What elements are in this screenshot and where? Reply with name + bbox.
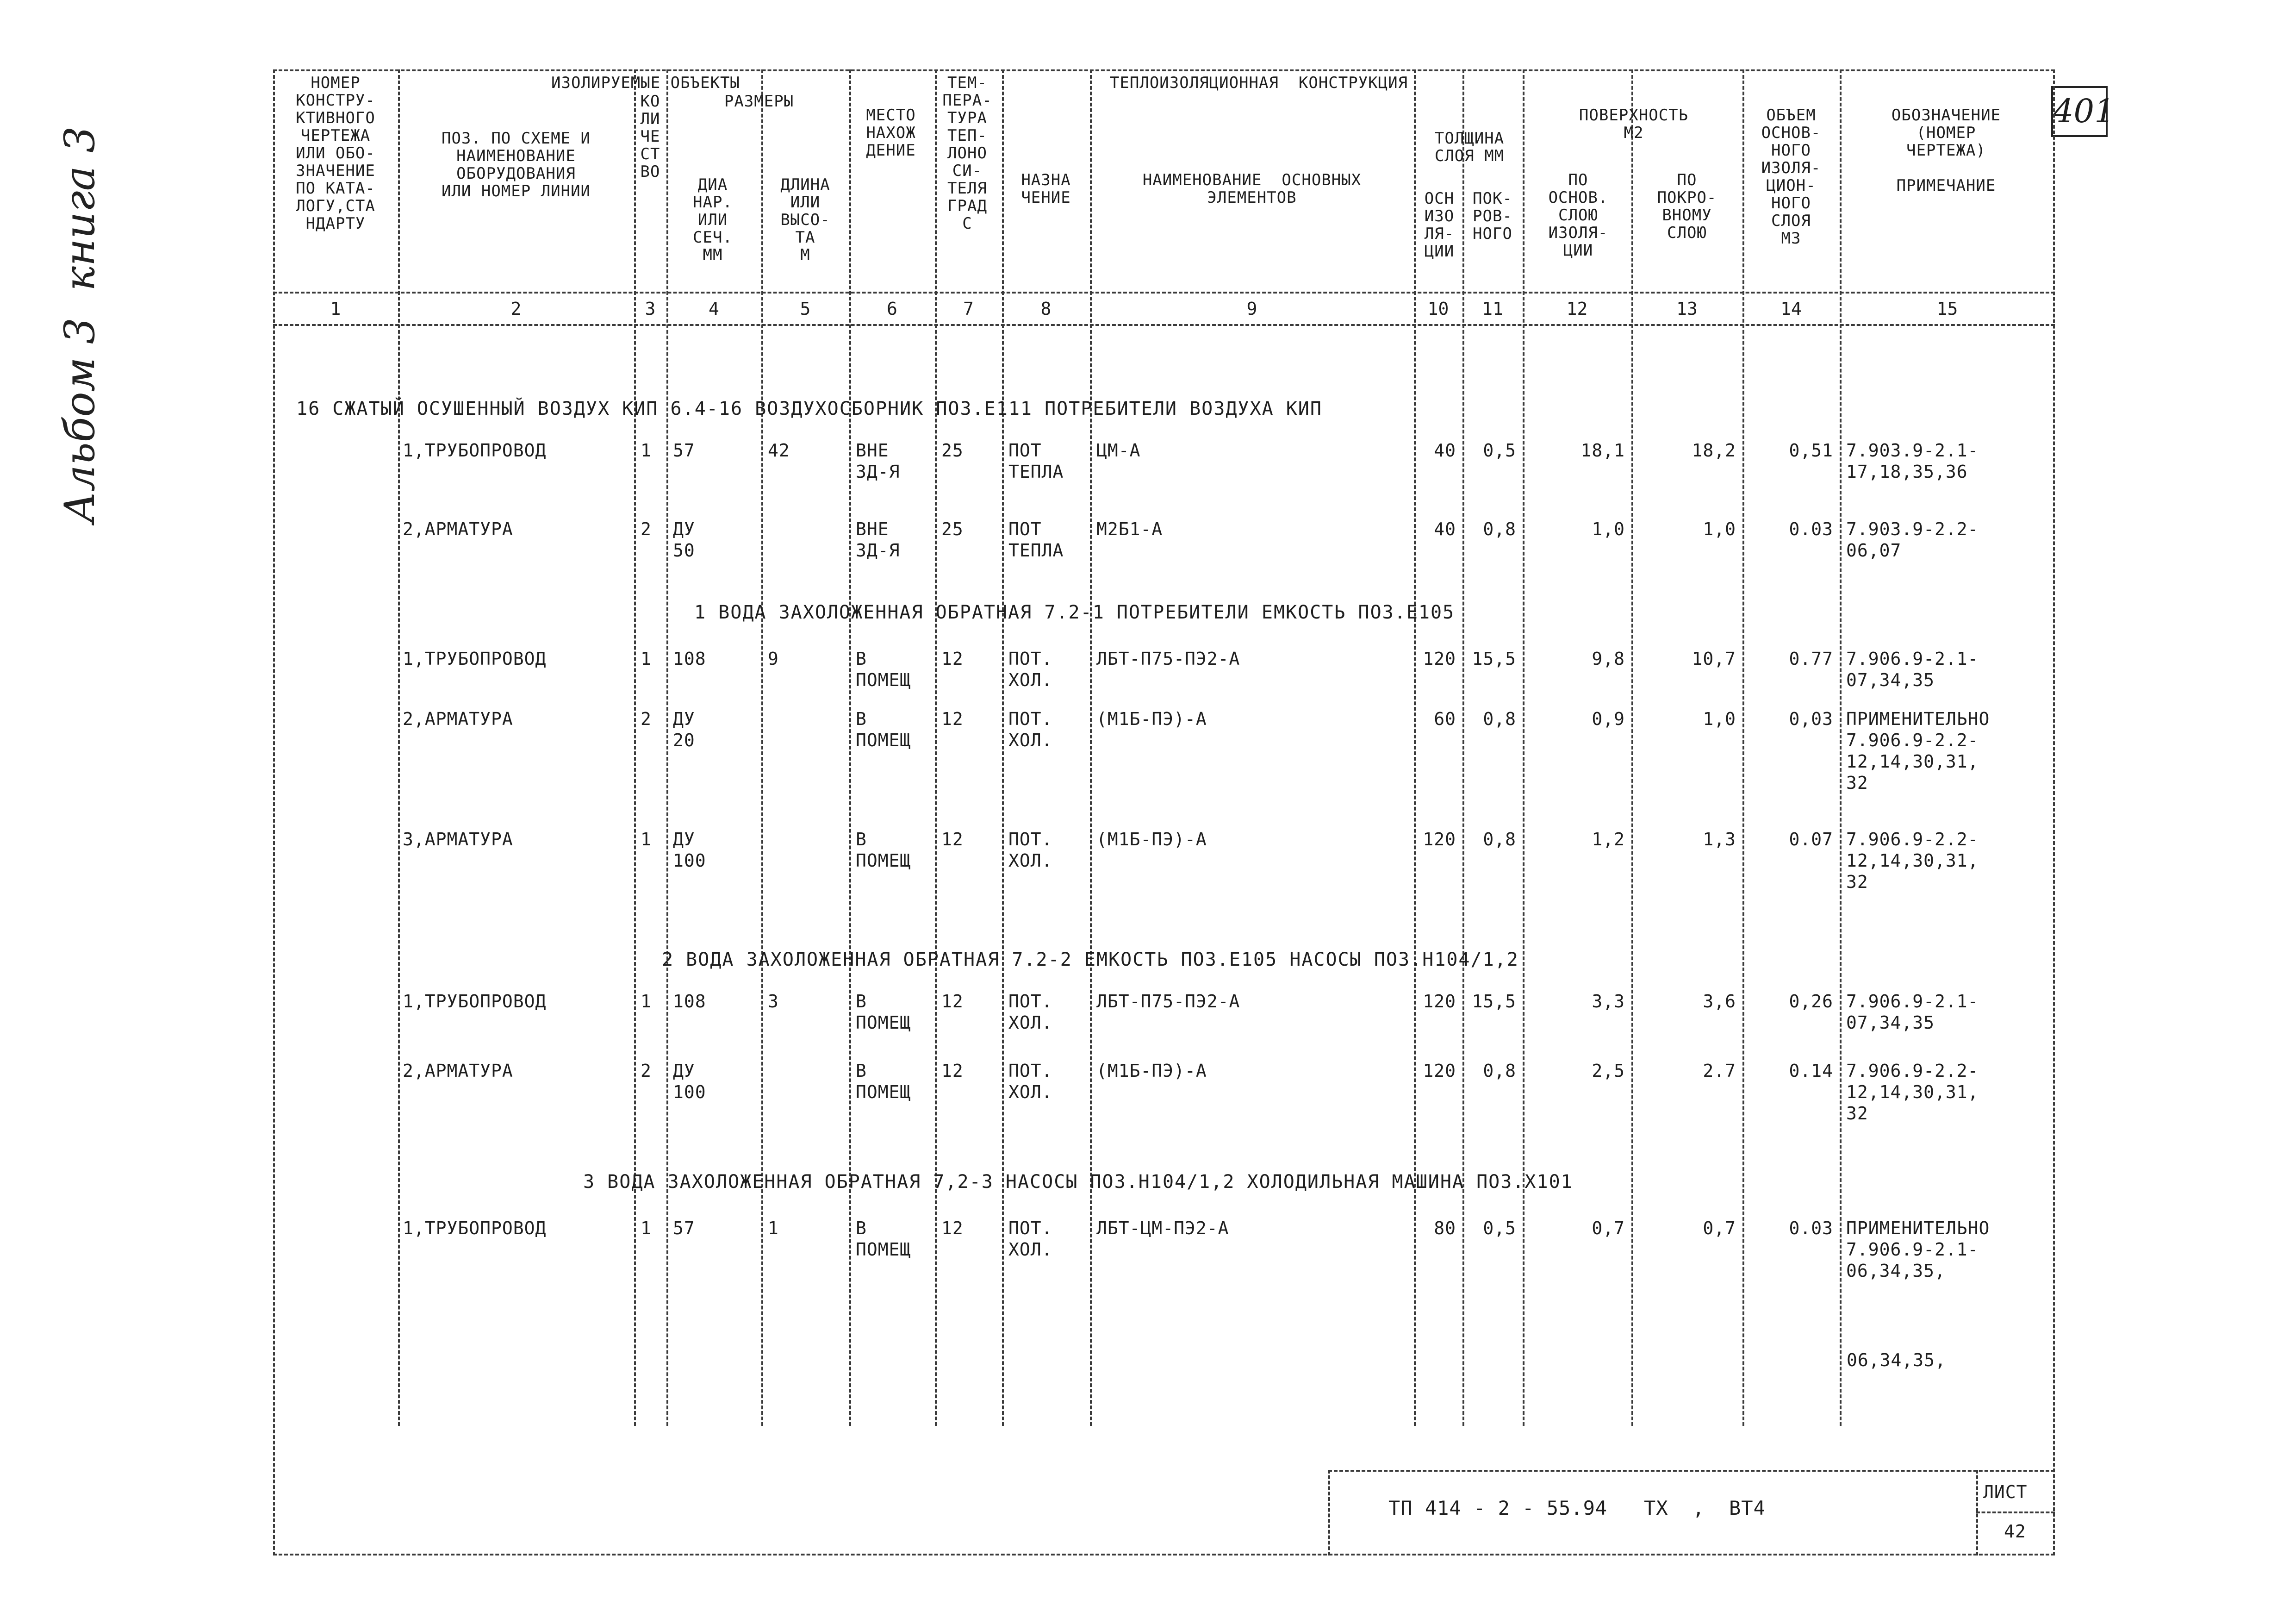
cell-t-main: 120 xyxy=(1423,991,1456,1012)
cell-volume: 0,26 xyxy=(1789,991,1833,1012)
section-title: 16 СЖАТЫЙ ОСУШЕННЫЙ ВОЗДУХ КИП 6.4-16 ВОЗДУХОСБОРНИК ПОЗ.Е111 ПОТРЕБИТЕЛИ ВОЗДУХА КИП xyxy=(296,398,1322,419)
cell-pos: 1,ТРУБОПРОВОД xyxy=(403,649,547,669)
header-c13: ПО ПОКРО- ВНОМУ СЛОЮ xyxy=(1657,171,1717,242)
cell-t-main: 40 xyxy=(1434,440,1456,461)
column-number: 9 xyxy=(1246,299,1257,319)
cell-volume: 0.03 xyxy=(1789,1218,1833,1238)
cell-dia: ДУ 50 xyxy=(673,519,695,561)
header-thickness: ТОЛЩИНА СЛОЯ ММ xyxy=(1434,129,1505,165)
cell-len: 42 xyxy=(768,440,790,461)
cell-ref: 7.906.9-2.1- 07,34,35 xyxy=(1846,991,1979,1033)
cell-ref: 7.906.9-2.2- 12,14,30,31, 32 xyxy=(1846,829,1979,892)
cell-t-cover: 15,5 xyxy=(1472,649,1516,669)
header-sizes: РАЗМЕРЫ xyxy=(724,92,794,111)
header-c12: ПО ОСНОВ. СЛОЮ ИЗОЛЯ- ЦИИ xyxy=(1548,171,1608,260)
cell-s-main: 0,9 xyxy=(1592,709,1625,729)
cell-place: В ПОМЕЩ xyxy=(856,1061,911,1102)
cell-s-cover: 1,3 xyxy=(1703,829,1736,849)
header-c11: ПОК- РОВ- НОГО xyxy=(1473,189,1512,243)
cell-ref: 7.906.9-2.2- 12,14,30,31, 32 xyxy=(1846,1061,1979,1124)
cell-t-cover: 15,5 xyxy=(1472,991,1516,1012)
cell-purpose: ПОТ ТЕПЛА xyxy=(1008,519,1064,561)
cell-t-cover: 0,8 xyxy=(1483,519,1516,539)
cell-pos: 2,АРМАТУРА xyxy=(403,709,513,729)
header-c7: ТЕМ- ПЕРА- ТУРА ТЕП- ЛОНО СИ- ТЕЛЯ ГРАД С xyxy=(942,74,992,233)
cell-dia: 57 xyxy=(673,1218,695,1238)
column-number: 6 xyxy=(887,299,897,319)
cell-len: 3 xyxy=(768,991,779,1012)
cell-pos: 2,АРМАТУРА xyxy=(403,519,513,539)
cell-place: В ПОМЕЩ xyxy=(856,991,911,1033)
column-line xyxy=(1414,69,1416,1426)
column-number: 13 xyxy=(1676,299,1698,319)
cell-t-main: 80 xyxy=(1434,1218,1456,1238)
column-line xyxy=(1462,69,1464,1426)
cell-s-cover: 0,7 xyxy=(1703,1218,1736,1238)
cell-pos: 1,ТРУБОПРОВОД xyxy=(403,1218,547,1238)
column-number: 12 xyxy=(1566,299,1588,319)
cell-purpose: ПОТ. ХОЛ. xyxy=(1008,1218,1053,1260)
section-title: 3 ВОДА ЗАХОЛОЖЕННАЯ ОБРАТНАЯ 7,2-3 НАСОСЫ ПОЗ.Н104/1,2 ХОЛОДИЛЬНАЯ МАШИНА ПОЗ.Х101 xyxy=(583,1171,1573,1193)
cell-temp: 12 xyxy=(941,1061,964,1081)
header-c5: ДЛИНА ИЛИ ВЫСО- ТА М xyxy=(780,175,830,264)
cell-ref: 7.903.9-2.1- 17,18,35,36 xyxy=(1846,440,1979,482)
cell-qty: 1 xyxy=(641,1218,652,1238)
cell-place: ВНЕ ЗД-Я xyxy=(856,519,900,561)
cell-purpose: ПОТ ТЕПЛА xyxy=(1008,440,1064,482)
cell-qty: 2 xyxy=(641,1061,652,1081)
header-c10: ОСН ИЗО ЛЯ- ЦИИ xyxy=(1424,189,1455,261)
cell-elements: М2Б1-А xyxy=(1096,519,1163,539)
header-c15: ОБОЗНАЧЕНИЕ (НОМЕР ЧЕРТЕЖА) ПРИМЕЧАНИЕ xyxy=(1891,106,2001,195)
cell-purpose: ПОТ. ХОЛ. xyxy=(1008,991,1053,1033)
cell-s-main: 9,8 xyxy=(1592,649,1625,669)
column-line xyxy=(1523,69,1524,1426)
cell-volume: 0,51 xyxy=(1789,440,1833,461)
cell-place: В ПОМЕЩ xyxy=(856,709,911,750)
cell-volume: 0,03 xyxy=(1789,709,1833,729)
column-line xyxy=(849,69,851,1426)
cell-s-cover: 3,6 xyxy=(1703,991,1736,1012)
column-number: 7 xyxy=(963,299,974,319)
cell-temp: 12 xyxy=(941,709,964,729)
cell-ref: 7.903.9-2.2- 06,07 xyxy=(1846,519,1979,561)
column-line xyxy=(1002,69,1004,1426)
header-c6: МЕСТО НАХОЖ ДЕНИЕ xyxy=(866,106,916,160)
cell-s-main: 1,0 xyxy=(1592,519,1625,539)
cell-len: 9 xyxy=(768,649,779,669)
cell-dia: 108 xyxy=(673,649,706,669)
cell-s-main: 2,5 xyxy=(1592,1061,1625,1081)
cell-qty: 1 xyxy=(641,991,652,1012)
cell-qty: 1 xyxy=(641,829,652,849)
cell-s-cover: 1,0 xyxy=(1703,519,1736,539)
cell-volume: 0.03 xyxy=(1789,519,1833,539)
album-note: Альбом 3 книга 3 xyxy=(56,126,104,523)
header-c2: ПОЗ. ПО СХЕМЕ И НАИМЕНОВАНИЕ ОБОРУДОВАНИЯ ИЛИ НОМЕР ЛИНИИ xyxy=(441,129,591,200)
cell-elements: (М1Б-ПЭ)-А xyxy=(1096,829,1207,849)
cell-elements: ЛБТ-П75-ПЭ2-А xyxy=(1096,649,1240,669)
column-number: 15 xyxy=(1936,299,1958,319)
colnum-divider xyxy=(273,324,2055,326)
cell-elements: ЦМ-А xyxy=(1096,440,1141,461)
column-line xyxy=(398,69,400,1426)
cell-purpose: ПОТ. ХОЛ. xyxy=(1008,649,1053,690)
cell-elements: (М1Б-ПЭ)-А xyxy=(1096,709,1207,729)
cell-elements: ЛБТ-ЦМ-ПЭ2-А xyxy=(1096,1218,1229,1238)
cell-qty: 2 xyxy=(641,709,652,729)
cell-volume: 0.77 xyxy=(1789,649,1833,669)
header-divider xyxy=(273,292,2055,294)
column-line xyxy=(1840,69,1842,1426)
column-line xyxy=(935,69,937,1426)
cell-s-main: 0,7 xyxy=(1592,1218,1625,1238)
cell-temp: 12 xyxy=(941,1218,964,1238)
column-line xyxy=(761,69,763,1426)
column-number: 4 xyxy=(709,299,719,319)
column-line xyxy=(666,69,668,1426)
section-title: 2 ВОДА ЗАХОЛОЖЕННАЯ ОБРАТНАЯ 7.2-2 ЕМКОСТЬ ПОЗ.Е105 НАСОСЫ ПОЗ.Н104/1,2 xyxy=(662,949,1519,970)
cell-qty: 2 xyxy=(641,519,652,539)
cell-pos: 2,АРМАТУРА xyxy=(403,1061,513,1081)
header-c4: ДИА НАР. ИЛИ СЕЧ. ММ xyxy=(693,175,733,264)
cell-temp: 25 xyxy=(941,440,964,461)
column-line xyxy=(1742,69,1744,1426)
header-objects: ИЗОЛИРУЕМЫЕ ОБЪЕКТЫ xyxy=(551,74,740,92)
title-block-left xyxy=(1328,1470,1330,1555)
cell-ref: ПРИМЕНИТЕЛЬНО 7.906.9-2.1- 06,34,35, xyxy=(1846,1218,1990,1281)
cell-qty: 1 xyxy=(641,649,652,669)
cell-pos: 1,ТРУБОПРОВОД xyxy=(403,440,547,461)
cell-elements: ЛБТ-П75-ПЭ2-А xyxy=(1096,991,1240,1012)
cell-place: В ПОМЕЩ xyxy=(856,1218,911,1260)
cell-t-cover: 0,8 xyxy=(1483,829,1516,849)
cell-len: 1 xyxy=(768,1218,779,1238)
cell-t-main: 120 xyxy=(1423,1061,1456,1081)
cell-ref: 7.906.9-2.1- 07,34,35 xyxy=(1846,649,1979,690)
header-construction: ТЕПЛОИЗОЛЯЦИОННАЯ КОНСТРУКЦИЯ xyxy=(1109,74,1408,92)
column-number: 1 xyxy=(330,299,341,319)
column-line xyxy=(634,69,636,1426)
cell-place: В ПОМЕЩ xyxy=(856,649,911,690)
cell-t-main: 120 xyxy=(1423,829,1456,849)
column-line xyxy=(1090,69,1092,1426)
column-number: 3 xyxy=(645,299,656,319)
stray-note: 06,34,35, xyxy=(1847,1350,1946,1370)
cell-t-cover: 0,8 xyxy=(1483,709,1516,729)
cell-volume: 0.07 xyxy=(1789,829,1833,849)
cell-place: ВНЕ ЗД-Я xyxy=(856,440,900,482)
cell-elements: (М1Б-ПЭ)-А xyxy=(1096,1061,1207,1081)
cell-dia: ДУ 20 xyxy=(673,709,695,750)
cell-t-cover: 0,5 xyxy=(1483,440,1516,461)
column-number: 11 xyxy=(1482,299,1503,319)
cell-s-cover: 10,7 xyxy=(1692,649,1736,669)
cell-dia: 108 xyxy=(673,991,706,1012)
cell-volume: 0.14 xyxy=(1789,1061,1833,1081)
cell-place: В ПОМЕЩ xyxy=(856,829,911,871)
cell-s-main: 1,2 xyxy=(1592,829,1625,849)
header-c3: КО ЛИ ЧЕ СТ ВО xyxy=(640,92,660,181)
header-c14: ОБЪЕМ ОСНОВ- НОГО ИЗОЛЯ- ЦИОН- НОГО СЛОЯ М3 xyxy=(1761,106,1821,248)
cell-dia: ДУ 100 xyxy=(673,1061,706,1102)
header-c1: НОМЕР КОНСТРУ- КТИВНОГО ЧЕРТЕЖА ИЛИ ОБО- ЗНАЧЕНИЕ ПО КАТА- ЛОГУ,СТА НДАРТУ xyxy=(296,74,375,233)
column-number: 10 xyxy=(1427,299,1449,319)
cell-dia: 57 xyxy=(673,440,695,461)
page-stamp: 401 xyxy=(2051,86,2108,137)
header-c8: НАЗНА ЧЕНИЕ xyxy=(1021,171,1071,207)
cell-t-cover: 0,8 xyxy=(1483,1061,1516,1081)
cell-temp: 25 xyxy=(941,519,964,539)
sheet-number: 42 xyxy=(2004,1521,2026,1542)
header-c9: НАИМЕНОВАНИЕ ОСНОВНЫХ ЭЛЕМЕНТОВ xyxy=(1142,171,1362,207)
cell-s-cover: 2.7 xyxy=(1703,1061,1736,1081)
cell-s-main: 3,3 xyxy=(1592,991,1625,1012)
cell-temp: 12 xyxy=(941,991,964,1012)
cell-s-cover: 1,0 xyxy=(1703,709,1736,729)
cell-temp: 12 xyxy=(941,649,964,669)
cell-s-main: 18,1 xyxy=(1580,440,1625,461)
cell-pos: 3,АРМАТУРА xyxy=(403,829,513,849)
cell-s-cover: 18,2 xyxy=(1692,440,1736,461)
sheet-label: ЛИСТ xyxy=(1983,1482,2028,1502)
cell-purpose: ПОТ. ХОЛ. xyxy=(1008,1061,1053,1102)
cell-ref: ПРИМЕНИТЕЛЬНО 7.906.9-2.2- 12,14,30,31, 32 xyxy=(1846,709,1990,793)
cell-t-main: 40 xyxy=(1434,519,1456,539)
column-number: 2 xyxy=(510,299,522,319)
cell-purpose: ПОТ. ХОЛ. xyxy=(1008,709,1053,750)
header-surface: ПОВЕРХНОСТЬ М2 xyxy=(1579,106,1689,142)
column-number: 5 xyxy=(800,299,811,319)
cell-t-cover: 0,5 xyxy=(1483,1218,1516,1238)
cell-qty: 1 xyxy=(641,440,652,461)
cell-purpose: ПОТ. ХОЛ. xyxy=(1008,829,1053,871)
column-number: 14 xyxy=(1780,299,1802,319)
column-number: 8 xyxy=(1040,299,1052,319)
section-title: 1 ВОДА ЗАХОЛОЖЕННАЯ ОБРАТНАЯ 7.2-1 ПОТРЕБИТЕЛИ ЕМКОСТЬ ПОЗ.Е105 xyxy=(694,602,1455,623)
column-line xyxy=(1631,69,1633,1426)
doc-code: ТП 414 - 2 - 55.94 ТХ , ВТ4 xyxy=(1388,1497,1766,1519)
cell-pos: 1,ТРУБОПРОВОД xyxy=(403,991,547,1012)
sheet-divider xyxy=(1976,1512,2055,1513)
cell-temp: 12 xyxy=(941,829,964,849)
cell-t-main: 120 xyxy=(1423,649,1456,669)
title-block-top xyxy=(1328,1470,2055,1472)
cell-t-main: 60 xyxy=(1434,709,1456,729)
cell-dia: ДУ 100 xyxy=(673,829,706,871)
